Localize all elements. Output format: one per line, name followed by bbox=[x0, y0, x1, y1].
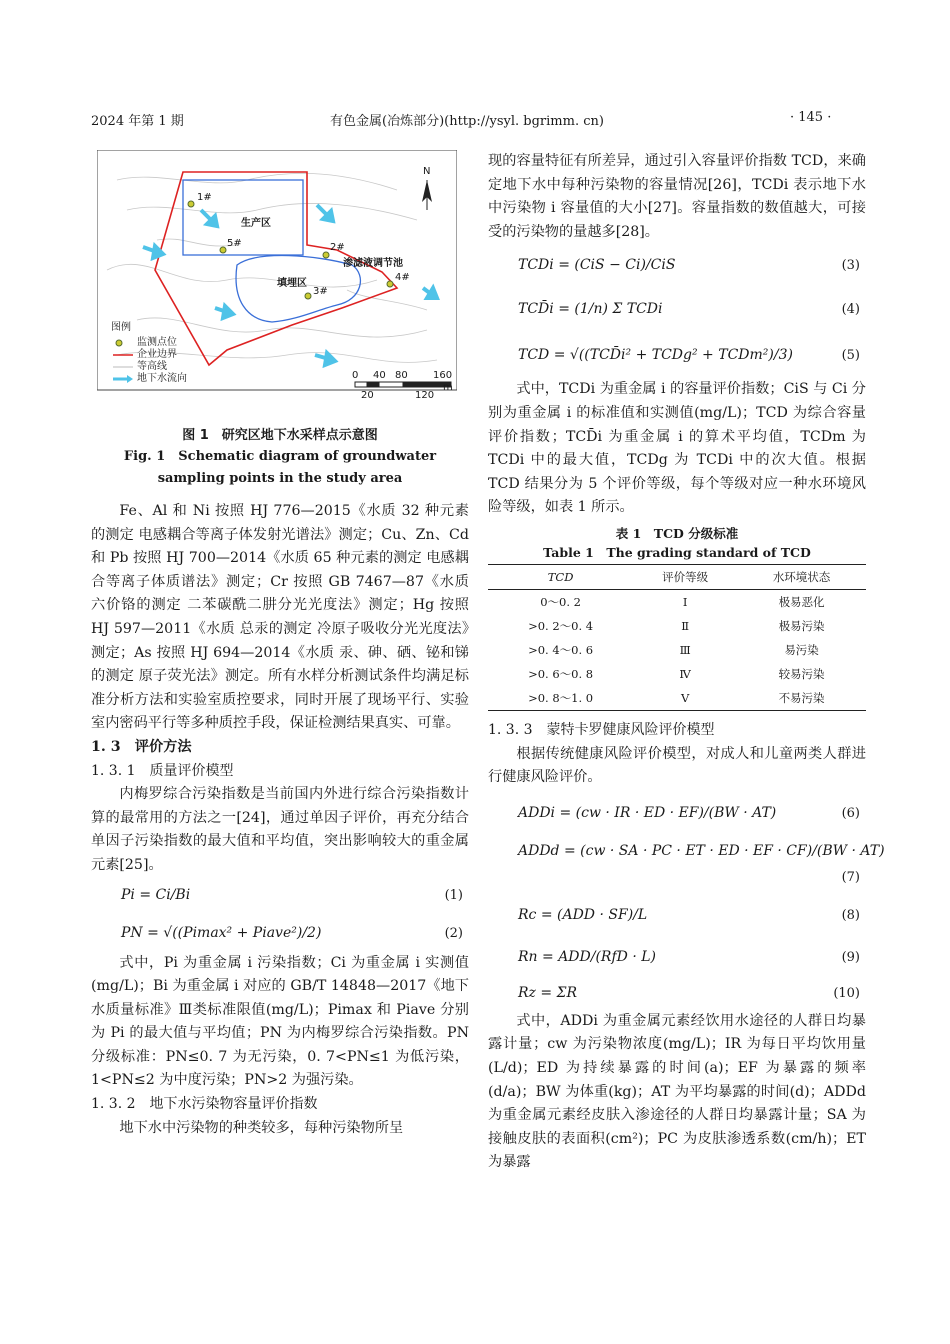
point-3 bbox=[305, 293, 311, 299]
page-number: · 145 · bbox=[790, 110, 832, 125]
paragraph-capacity-start: 地下水中污染物的种类较多，每种污染物所呈 bbox=[119, 1119, 404, 1136]
paragraph-health-risk: 根据传统健康风险评价模型，对成人和儿童两类人群进行健康风险评价。 bbox=[488, 745, 866, 786]
scale-tick-80: 80 bbox=[395, 370, 408, 381]
heading-1-3-3: 1. 3. 3 蒙特卡罗健康风险评价模型 bbox=[488, 721, 715, 738]
equation-5-formula: TCD = √((TCD̄i² + TCDg² + TCDm²)/3) bbox=[518, 347, 793, 364]
right-column bbox=[488, 150, 885, 1175]
table-cell: Ⅳ bbox=[679, 666, 691, 681]
table-cell: >0. 4～0. 6 bbox=[528, 642, 594, 657]
table-caption-en: Table 1 The grading standard of TCD bbox=[543, 544, 811, 560]
point-5-label: 5# bbox=[227, 238, 242, 249]
table-cell: Ⅴ bbox=[633, 686, 737, 711]
point-1-label: 1# bbox=[197, 192, 212, 203]
table-header-grade: 评价等级 bbox=[633, 564, 737, 589]
scale-tick-40: 40 bbox=[373, 370, 386, 381]
equation-7-number: (7) bbox=[841, 869, 860, 885]
production-zone-label: 生产区 bbox=[241, 218, 271, 229]
table-cell: >0. 6～0. 8 bbox=[528, 666, 594, 681]
figure-caption-en-1: Fig. 1 Schematic diagram of groundwater bbox=[123, 449, 437, 464]
scale-unit: m bbox=[443, 382, 453, 393]
tcd-grading-table bbox=[488, 564, 866, 711]
table-cell: Ⅱ bbox=[681, 618, 690, 633]
table-caption-cn: 表 1 TCD 分级标准 bbox=[615, 525, 739, 541]
figure-1 bbox=[97, 150, 457, 420]
table-header-state: 水环境状态 bbox=[737, 564, 866, 589]
equation-2 bbox=[91, 912, 469, 950]
equation-3-number: (3) bbox=[841, 258, 860, 274]
journal-issue: 2024 年第 1 期 bbox=[91, 114, 184, 129]
legend-item-flow: 地下水流向 bbox=[137, 373, 187, 384]
equation-1-formula: Pi = Ci/Bi bbox=[121, 886, 191, 903]
equation-8-number: (8) bbox=[841, 907, 860, 923]
paragraph-eq-explain: 式中，Pi 为重金属 i 污染指数；Ci 为重金属 i 实测值(mg/L)；Bi 为重金属 i 对应的 GB/T 14848—2017《地下水质量标准》Ⅲ类标准限值(mg/L)；Pimax 和 Piave 分别为 Pi 的最大值与平均值；PN 为内梅罗综合污染指数。PN 分级标准：PN≤0. 7 为无污染，0. 7<PN≤1 为低污染，1<PN≤2 为中度污染；PN>2 为强污染。 bbox=[91, 954, 469, 1089]
table-cell: 不易污染 bbox=[737, 686, 866, 711]
equation-10-number: (10) bbox=[833, 985, 860, 1001]
equation-1-number: (1) bbox=[444, 887, 463, 903]
equation-5 bbox=[488, 332, 866, 376]
equation-6-formula: ADDi = (cw · IR · ED · EF)/(BW · AT) bbox=[518, 804, 777, 821]
equation-3-formula: TCDi = (CiS − Ci)/CiS bbox=[518, 257, 676, 274]
equation-7 bbox=[488, 834, 885, 892]
landfill-zone-label: 填埋区 bbox=[277, 278, 307, 289]
point-3-label: 3# bbox=[313, 286, 328, 297]
scale-bar bbox=[355, 382, 451, 387]
heading-1-3-2: 1. 3. 2 地下水污染物容量评价指数 bbox=[91, 1096, 318, 1113]
paragraph-capacity-cont: 现的容量特征有所差异，通过引入容量评价指数 TCD，来确定地下水中每种污染物的容量情况[26]，TCDi 表示地下水中污染物 i 容量值的大小[27]。容量指数的数值越大，可接受的污染物的量越多[28]。 bbox=[488, 153, 866, 240]
table-row bbox=[488, 589, 866, 614]
equation-9-formula: Rn = ADD/(RfD · L) bbox=[518, 948, 656, 965]
pond-zone-label: 渗滤液调节池 bbox=[343, 258, 403, 269]
table-header-tcd: TCD bbox=[488, 564, 633, 589]
paragraph-methods: Fe、Al 和 Ni 按照 HJ 776—2015《水质 32 种元素的测定 电感耦合等离子体发射光谱法》测定；Cu、Zn、Cd 和 Pb 按照 HJ 700—2014《水质 65 种元素的测定 电感耦合等离子体质谱法》测定；Cr 按照 GB 7467—87《水质 六价铬的测定 二苯碳酰二肼分光光度法》测定；Hg 按照 HJ 597—2011《水质 总汞的测定 冷原子吸收分光光度法》测定；As 按照 HJ 694—2014《水质 汞、砷、硒、铋和锑的测定 原子荧光法》测定。所有水样分析测试条件均满足标准分析方法和实验室质控要求，同时开展了现场平行、实验室内密码平行等多种质控手段，保证检测结果真实、可靠。 bbox=[91, 503, 469, 732]
heading-1-3: 1. 3 评价方法 bbox=[91, 738, 192, 755]
equation-5-number: (5) bbox=[841, 348, 860, 364]
table-row bbox=[488, 686, 866, 711]
north-label: N bbox=[423, 166, 431, 177]
figure-caption-cn: 图 1 研究区地下水采样点示意图 bbox=[182, 428, 378, 443]
equation-2-formula: PN = √((Pimax² + Piave²)/2) bbox=[121, 924, 322, 941]
scale-tick-120: 120 bbox=[415, 390, 435, 401]
equation-6-number: (6) bbox=[841, 805, 860, 821]
equation-9-number: (9) bbox=[841, 949, 860, 965]
point-4 bbox=[387, 281, 393, 287]
scale-tick-0: 0 bbox=[352, 370, 359, 381]
point-2-label: 2# bbox=[330, 242, 345, 253]
point-2 bbox=[323, 252, 329, 258]
table-cell: 极易污染 bbox=[778, 618, 825, 633]
table-header-row bbox=[488, 564, 866, 589]
table-cell: 易污染 bbox=[784, 642, 819, 657]
table-cell: 0～0. 2 bbox=[540, 594, 581, 609]
table-cell: 极易恶化 bbox=[778, 594, 825, 609]
point-5 bbox=[220, 247, 226, 253]
equation-7-formula: ADDd = (cw · SA · PC · ET · ED · EF · CF)/(BW · AT) bbox=[518, 842, 885, 859]
equation-8 bbox=[488, 894, 866, 934]
equation-2-number: (2) bbox=[444, 925, 463, 941]
table-cell: Ⅲ bbox=[679, 642, 691, 657]
left-column bbox=[91, 150, 469, 1140]
equation-1 bbox=[91, 880, 469, 910]
legend-item-points: 监测点位 bbox=[137, 337, 177, 348]
scale-tick-160: 160 bbox=[433, 370, 453, 381]
equation-4-number: (4) bbox=[841, 302, 860, 318]
table-row bbox=[488, 638, 866, 662]
equation-4-formula: TCD̄i = (1/n) Σ TCDi bbox=[518, 301, 663, 318]
equation-3 bbox=[488, 246, 866, 284]
point-4-label: 4# bbox=[395, 272, 410, 283]
legend-item-contour: 等高线 bbox=[137, 361, 167, 372]
point-1 bbox=[188, 201, 194, 207]
scale-tick-20: 20 bbox=[361, 390, 374, 401]
equation-10-formula: Rz = ΣR bbox=[518, 984, 577, 1001]
equation-4 bbox=[488, 286, 866, 330]
table-cell: Ⅰ bbox=[682, 594, 688, 609]
table-cell: >0. 8～1. 0 bbox=[488, 686, 633, 711]
table-cell: >0. 2～0. 4 bbox=[528, 618, 594, 633]
equation-6 bbox=[488, 792, 866, 832]
equation-9 bbox=[488, 936, 866, 976]
heading-1-3-1: 1. 3. 1 质量评价模型 bbox=[91, 762, 234, 779]
table-row bbox=[488, 662, 866, 686]
table-cell: 较易污染 bbox=[778, 666, 825, 681]
table-row bbox=[488, 614, 866, 638]
paragraph-variables: 式中，ADDi 为重金属元素经饮用水途径的人群日均暴露计量；cw 为污染物浓度(mg/L)；IR 为每日平均饮用量(L/d)；ED 为持续暴露的时间(a)；EF 为暴露的频率(d/a)；BW 为体重(kg)；AT 为平均暴露的时间(d)；ADDd 为重金属元素经皮肤入渗途径的人群日均暴露计量；SA 为接触皮肤的表面积(cm²)；PC 为皮肤渗透系数(cm/h)；ET 为暴露 bbox=[488, 1012, 866, 1171]
legend-item-boundary: 企业边界 bbox=[137, 349, 177, 360]
journal-title: 有色金属(冶炼部分)(http://ysyl. bgrimm. cn) bbox=[330, 114, 604, 129]
legend-title: 图例 bbox=[111, 322, 131, 333]
equation-8-formula: Rc = (ADD · SF)/L bbox=[518, 906, 648, 923]
paragraph-tcd-explain: 式中，TCDi 为重金属 i 的容量评价指数；CiS 与 Ci 分别为重金属 i 的标准值和实测值(mg/L)；TCD 为综合容量评价指数；TCD̄i 为重金属 i 的算术平均值，TCDm 为 TCDi 中的最大值，TCDg 为 TCDi 中的次大值。根据 TCD 结果分为 5 个评价等级，每个等级对应一种水环境风险等级，如表 1 所示。 bbox=[488, 381, 866, 516]
paragraph-nemerow: 内梅罗综合污染指数是当前国内外进行综合污染指数计算的最常用的方法之一[24]，通过单因子评价，再充分结合单因子污染指数的最大值和平均值，突出影响较大的重金属元素[25]。 bbox=[91, 786, 469, 873]
equation-10 bbox=[488, 978, 866, 1008]
figure-caption-en-2: sampling points in the study area bbox=[157, 471, 403, 486]
